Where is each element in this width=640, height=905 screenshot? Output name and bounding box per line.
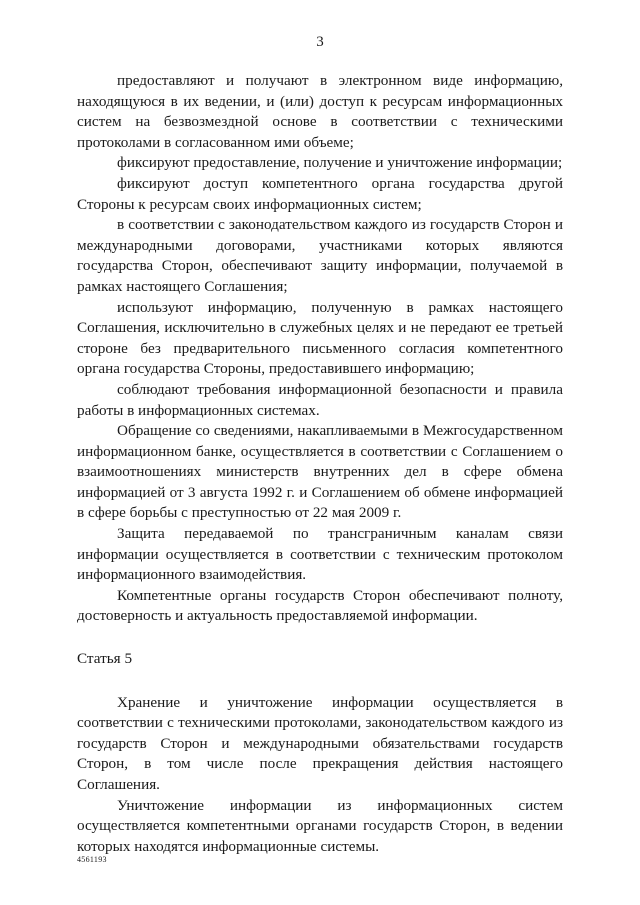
paragraph: Защита передаваемой по трансграничным каналам связи информации осуществляется в соответствии с техническим протоколом информационного взаимодействия. — [77, 525, 563, 584]
paragraph: Обращение со сведениями, накапливаемыми в Межгосударственном информационном банке, осуществляется в соответствии с Соглашением о взаимоотношениях министерств внутренних дел в сфере обмена информацией от 3 августа 1992 г. и Соглашением об обмене информацией в сфере борьбы с преступностью от 22 мая 2009 г. — [77, 422, 563, 522]
paragraph: используют информацию, полученную в рамках настоящего Соглашения, исключительно в служебных целях и не передают ее третьей стороне без предварительного письменного согласия компетентного органа государства Стороны, предоставившего информацию; — [77, 298, 563, 378]
paragraph: Компетентные органы государств Сторон обеспечивают полноту, достоверность и актуальность предоставляемой информации. — [77, 586, 563, 625]
document-body — [77, 71, 563, 857]
page-number: 3 — [316, 34, 324, 50]
article-heading: Статья 5 — [77, 650, 133, 668]
paragraph: Уничтожение информации из информационных систем осуществляется компетентными органами государств Сторон, в ведении которых находятся информационные системы. — [77, 796, 563, 855]
paragraph: соблюдают требования информационной безопасности и правила работы в информационных системах. — [77, 380, 563, 419]
paragraph: Хранение и уничтожение информации осуществляется в соответствии с техническими протоколами, законодательством каждого из государств Сторон и международными обязательствами государств Сторон, в том числе после прекращения действия настоящего Соглашения. — [77, 693, 563, 793]
paragraph: в соответствии с законодательством каждого из государств Сторон и международными договорами, участниками которых являются государства Сторон, обеспечивают защиту информации, получаемой в рамках настоящего Соглашения; — [77, 216, 563, 295]
document-code: 4561193 — [77, 855, 107, 864]
paragraph: фиксируют предоставление, получение и уничтожение информации; — [117, 154, 563, 172]
paragraph: предоставляют и получают в электронном виде информацию, находящуюся в их ведении, и (или) доступ к ресурсам информационных систем на безвозмездной основе в соответствии с техническими протоколами в согласованном ими объеме; — [77, 72, 563, 151]
paragraph: фиксируют доступ компетентного органа государства другой Стороны к ресурсам своих информационных систем; — [77, 174, 563, 213]
